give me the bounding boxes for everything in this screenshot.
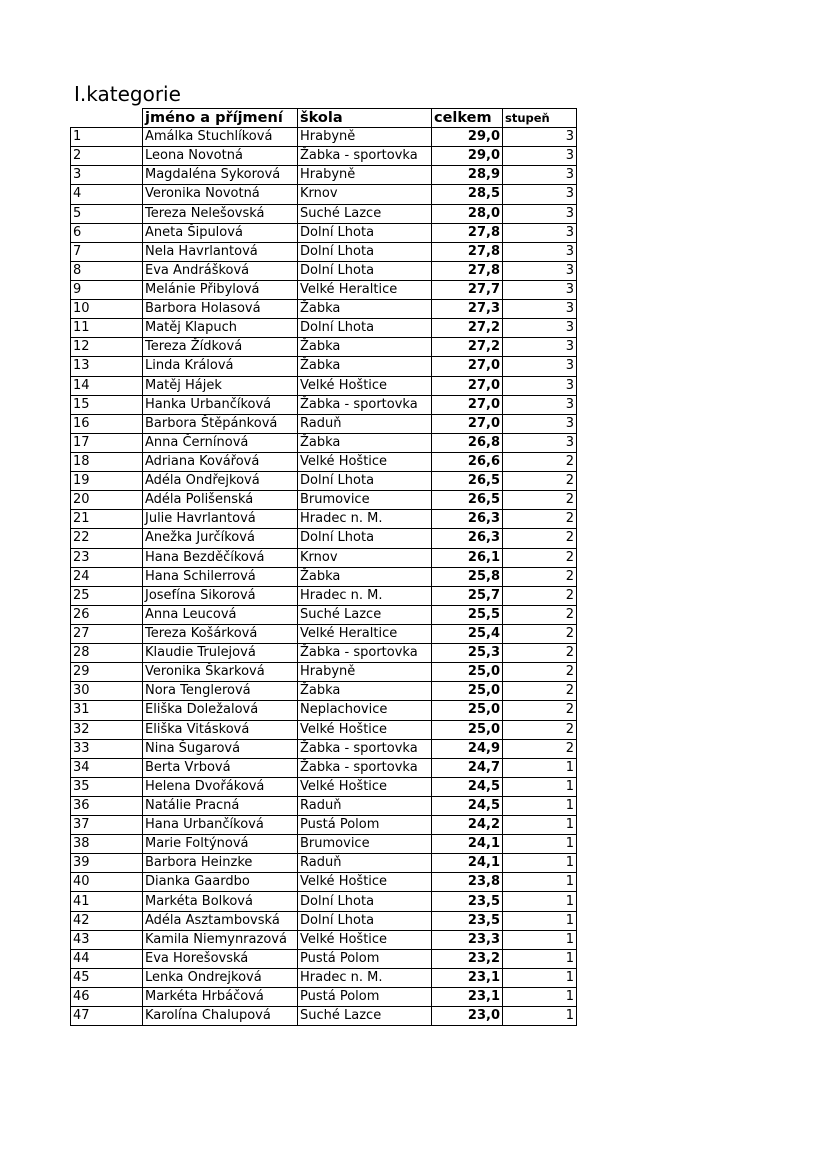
row-degree: 1	[503, 968, 577, 987]
row-school: Dolní Lhota	[298, 529, 432, 548]
table-row	[71, 949, 577, 968]
table-row	[71, 605, 577, 624]
row-name: Lenka Ondrejková	[143, 968, 298, 987]
row-total: 25,7	[432, 586, 503, 605]
row-name: Klaudie Trulejová	[143, 644, 298, 663]
row-school: Hrabyně	[298, 166, 432, 185]
row-name: Veronika Škarková	[143, 663, 298, 682]
row-degree: 1	[503, 1007, 577, 1026]
row-total: 23,1	[432, 988, 503, 1007]
row-name: Barbora Heinzke	[143, 854, 298, 873]
row-number: 26	[71, 605, 143, 624]
table-row	[71, 280, 577, 299]
row-total: 25,0	[432, 663, 503, 682]
row-name: Markéta Hrbáčová	[143, 988, 298, 1007]
row-name: Adéla Asztambovská	[143, 911, 298, 930]
row-total: 23,1	[432, 968, 503, 987]
row-number: 1	[71, 128, 143, 147]
row-name: Aneta Šipulová	[143, 223, 298, 242]
row-degree: 2	[503, 682, 577, 701]
row-school: Žabka - sportovka	[298, 644, 432, 663]
row-number: 38	[71, 835, 143, 854]
table-row	[71, 911, 577, 930]
row-number: 46	[71, 988, 143, 1007]
table-row	[71, 816, 577, 835]
row-number: 36	[71, 796, 143, 815]
row-degree: 2	[503, 472, 577, 491]
table-row	[71, 1007, 577, 1026]
row-school: Velké Hoštice	[298, 452, 432, 471]
row-total: 25,3	[432, 644, 503, 663]
row-school: Žabka	[298, 357, 432, 376]
row-number: 23	[71, 548, 143, 567]
row-name: Matěj Klapuch	[143, 319, 298, 338]
table-row	[71, 930, 577, 949]
table-row	[71, 147, 577, 166]
row-total: 26,5	[432, 491, 503, 510]
row-school: Hrabyně	[298, 128, 432, 147]
row-school: Dolní Lhota	[298, 892, 432, 911]
row-total: 26,1	[432, 548, 503, 567]
row-number: 15	[71, 395, 143, 414]
row-number: 3	[71, 166, 143, 185]
row-school: Dolní Lhota	[298, 223, 432, 242]
row-total: 27,3	[432, 300, 503, 319]
row-total: 24,5	[432, 777, 503, 796]
table-row	[71, 357, 577, 376]
row-school: Žabka	[298, 682, 432, 701]
row-number: 12	[71, 338, 143, 357]
table-row	[71, 319, 577, 338]
row-name: Nora Tenglerová	[143, 682, 298, 701]
row-degree: 3	[503, 147, 577, 166]
table-row	[71, 758, 577, 777]
row-degree: 1	[503, 873, 577, 892]
row-number: 10	[71, 300, 143, 319]
table-row	[71, 472, 577, 491]
row-number: 6	[71, 223, 143, 242]
row-total: 27,8	[432, 261, 503, 280]
table-row	[71, 548, 577, 567]
row-total: 29,0	[432, 128, 503, 147]
row-name: Eva Andrášková	[143, 261, 298, 280]
row-name: Josefína Sikorová	[143, 586, 298, 605]
row-name: Anna Leucová	[143, 605, 298, 624]
row-total: 24,9	[432, 739, 503, 758]
row-school: Velké Hoštice	[298, 720, 432, 739]
row-school: Krnov	[298, 548, 432, 567]
row-number: 30	[71, 682, 143, 701]
row-degree: 2	[503, 452, 577, 471]
row-number: 17	[71, 433, 143, 452]
row-number: 25	[71, 586, 143, 605]
row-name: Hana Schilerrová	[143, 567, 298, 586]
row-name: Karolína Chalupová	[143, 1007, 298, 1026]
table-row	[71, 720, 577, 739]
row-degree: 1	[503, 796, 577, 815]
row-school: Brumovice	[298, 491, 432, 510]
row-name: Melánie Přibylová	[143, 280, 298, 299]
row-degree: 1	[503, 854, 577, 873]
row-total: 28,5	[432, 185, 503, 204]
row-degree: 3	[503, 414, 577, 433]
row-name: Adriana Kovářová	[143, 452, 298, 471]
row-school: Suché Lazce	[298, 204, 432, 223]
row-school: Hradec n. M.	[298, 968, 432, 987]
row-total: 27,0	[432, 395, 503, 414]
row-name: Barbora Štěpánková	[143, 414, 298, 433]
table-row	[71, 988, 577, 1007]
row-degree: 3	[503, 280, 577, 299]
table-row	[71, 835, 577, 854]
row-degree: 2	[503, 720, 577, 739]
row-degree: 3	[503, 223, 577, 242]
table-row	[71, 204, 577, 223]
row-school: Žabka - sportovka	[298, 395, 432, 414]
row-number: 33	[71, 739, 143, 758]
row-total: 25,5	[432, 605, 503, 624]
header-total: celkem	[432, 109, 503, 128]
row-degree: 3	[503, 128, 577, 147]
table-row	[71, 873, 577, 892]
row-number: 16	[71, 414, 143, 433]
row-school: Brumovice	[298, 835, 432, 854]
row-school: Velké Heraltice	[298, 280, 432, 299]
row-degree: 1	[503, 835, 577, 854]
row-name: Adéla Ondřejková	[143, 472, 298, 491]
row-total: 25,0	[432, 682, 503, 701]
row-name: Julie Havrlantová	[143, 510, 298, 529]
table-row	[71, 586, 577, 605]
header-school: škola	[298, 109, 432, 128]
row-school: Pustá Polom	[298, 816, 432, 835]
row-total: 27,0	[432, 414, 503, 433]
row-name: Linda Králová	[143, 357, 298, 376]
row-name: Nina Šugarová	[143, 739, 298, 758]
row-total: 24,5	[432, 796, 503, 815]
row-degree: 2	[503, 586, 577, 605]
row-degree: 1	[503, 816, 577, 835]
row-number: 20	[71, 491, 143, 510]
row-total: 26,6	[432, 452, 503, 471]
row-number: 42	[71, 911, 143, 930]
row-degree: 2	[503, 529, 577, 548]
row-school: Velké Heraltice	[298, 624, 432, 643]
row-number: 13	[71, 357, 143, 376]
table-row	[71, 433, 577, 452]
row-school: Raduň	[298, 796, 432, 815]
table-row	[71, 739, 577, 758]
row-number: 22	[71, 529, 143, 548]
row-school: Pustá Polom	[298, 988, 432, 1007]
row-degree: 1	[503, 777, 577, 796]
row-degree: 3	[503, 395, 577, 414]
row-degree: 3	[503, 185, 577, 204]
table-row	[71, 261, 577, 280]
row-degree: 2	[503, 663, 577, 682]
table-row	[71, 701, 577, 720]
row-number: 28	[71, 644, 143, 663]
row-total: 27,8	[432, 242, 503, 261]
row-name: Amálka Stuchlíková	[143, 128, 298, 147]
row-name: Tereza Košárková	[143, 624, 298, 643]
row-name: Eliška Vitásková	[143, 720, 298, 739]
row-school: Raduň	[298, 854, 432, 873]
row-number: 37	[71, 816, 143, 835]
row-name: Leona Novotná	[143, 147, 298, 166]
row-number: 44	[71, 949, 143, 968]
table-row	[71, 529, 577, 548]
row-degree: 2	[503, 739, 577, 758]
row-school: Dolní Lhota	[298, 242, 432, 261]
table-row	[71, 644, 577, 663]
row-name: Anežka Jurčíková	[143, 529, 298, 548]
row-degree: 3	[503, 261, 577, 280]
table-row	[71, 510, 577, 529]
table-row	[71, 777, 577, 796]
row-name: Helena Dvořáková	[143, 777, 298, 796]
table-row	[71, 376, 577, 395]
row-number: 19	[71, 472, 143, 491]
table-row	[71, 128, 577, 147]
row-degree: 1	[503, 758, 577, 777]
row-number: 27	[71, 624, 143, 643]
row-school: Velké Hoštice	[298, 873, 432, 892]
row-total: 29,0	[432, 147, 503, 166]
row-number: 34	[71, 758, 143, 777]
row-name: Nela Havrlantová	[143, 242, 298, 261]
row-name: Marie Foltýnová	[143, 835, 298, 854]
row-name: Natálie Pracná	[143, 796, 298, 815]
row-total: 25,8	[432, 567, 503, 586]
table-row	[71, 491, 577, 510]
row-total: 23,5	[432, 911, 503, 930]
row-total: 26,8	[432, 433, 503, 452]
row-name: Barbora Holasová	[143, 300, 298, 319]
row-school: Velké Hoštice	[298, 777, 432, 796]
row-name: Dianka Gaardbo	[143, 873, 298, 892]
row-degree: 1	[503, 930, 577, 949]
row-degree: 2	[503, 567, 577, 586]
row-degree: 3	[503, 376, 577, 395]
row-school: Žabka - sportovka	[298, 147, 432, 166]
row-degree: 2	[503, 644, 577, 663]
row-number: 47	[71, 1007, 143, 1026]
row-school: Suché Lazce	[298, 605, 432, 624]
row-total: 27,7	[432, 280, 503, 299]
row-school: Žabka	[298, 338, 432, 357]
table-row	[71, 567, 577, 586]
row-school: Žabka	[298, 433, 432, 452]
row-school: Dolní Lhota	[298, 911, 432, 930]
row-number: 45	[71, 968, 143, 987]
row-total: 27,8	[432, 223, 503, 242]
table-row	[71, 242, 577, 261]
row-name: Anna Černínová	[143, 433, 298, 452]
row-school: Krnov	[298, 185, 432, 204]
row-school: Dolní Lhota	[298, 472, 432, 491]
row-number: 14	[71, 376, 143, 395]
row-total: 28,9	[432, 166, 503, 185]
row-school: Dolní Lhota	[298, 319, 432, 338]
row-total: 24,1	[432, 854, 503, 873]
table-row	[71, 663, 577, 682]
row-number: 5	[71, 204, 143, 223]
row-total: 23,8	[432, 873, 503, 892]
table-row	[71, 395, 577, 414]
row-number: 35	[71, 777, 143, 796]
row-total: 23,5	[432, 892, 503, 911]
row-total: 23,2	[432, 949, 503, 968]
row-degree: 2	[503, 510, 577, 529]
row-number: 7	[71, 242, 143, 261]
table-header-row	[71, 109, 577, 128]
row-total: 27,2	[432, 319, 503, 338]
row-number: 21	[71, 510, 143, 529]
row-degree: 3	[503, 300, 577, 319]
row-total: 28,0	[432, 204, 503, 223]
row-total: 25,0	[432, 701, 503, 720]
row-degree: 2	[503, 548, 577, 567]
table-row	[71, 338, 577, 357]
table-row	[71, 414, 577, 433]
table-row	[71, 968, 577, 987]
table-row	[71, 624, 577, 643]
row-degree: 3	[503, 357, 577, 376]
page-title: I.kategorie	[74, 82, 181, 106]
row-total: 25,4	[432, 624, 503, 643]
row-number: 24	[71, 567, 143, 586]
table-row	[71, 452, 577, 471]
row-degree: 1	[503, 988, 577, 1007]
table-row	[71, 892, 577, 911]
row-total: 27,0	[432, 357, 503, 376]
row-school: Žabka	[298, 567, 432, 586]
row-name: Matěj Hájek	[143, 376, 298, 395]
row-name: Kamila Niemynrazová	[143, 930, 298, 949]
row-total: 24,1	[432, 835, 503, 854]
row-degree: 3	[503, 319, 577, 338]
row-total: 23,0	[432, 1007, 503, 1026]
row-number: 32	[71, 720, 143, 739]
row-name: Tereza Žídková	[143, 338, 298, 357]
row-number: 2	[71, 147, 143, 166]
row-total: 26,5	[432, 472, 503, 491]
row-name: Hana Bezděčíková	[143, 548, 298, 567]
row-school: Raduň	[298, 414, 432, 433]
row-total: 25,0	[432, 720, 503, 739]
row-name: Eliška Doležalová	[143, 701, 298, 720]
results-table	[70, 108, 577, 1026]
row-name: Eva Horešovská	[143, 949, 298, 968]
row-number: 4	[71, 185, 143, 204]
row-school: Žabka - sportovka	[298, 758, 432, 777]
row-degree: 3	[503, 338, 577, 357]
row-number: 11	[71, 319, 143, 338]
table-row	[71, 854, 577, 873]
row-name: Hana Urbančíková	[143, 816, 298, 835]
row-school: Žabka	[298, 300, 432, 319]
row-total: 26,3	[432, 510, 503, 529]
header-no	[71, 109, 143, 128]
row-name: Markéta Bolková	[143, 892, 298, 911]
table-row	[71, 300, 577, 319]
row-total: 27,0	[432, 376, 503, 395]
table-row	[71, 796, 577, 815]
row-name: Berta Vrbová	[143, 758, 298, 777]
table-row	[71, 223, 577, 242]
header-degree: stupeň	[503, 109, 577, 128]
row-school: Hrabyně	[298, 663, 432, 682]
row-degree: 2	[503, 605, 577, 624]
row-degree: 2	[503, 624, 577, 643]
row-number: 39	[71, 854, 143, 873]
row-school: Hradec n. M.	[298, 586, 432, 605]
row-degree: 3	[503, 204, 577, 223]
row-degree: 2	[503, 491, 577, 510]
table-row	[71, 166, 577, 185]
row-degree: 3	[503, 166, 577, 185]
row-name: Adéla Polišenská	[143, 491, 298, 510]
row-number: 29	[71, 663, 143, 682]
row-number: 31	[71, 701, 143, 720]
row-name: Magdaléna Sykorová	[143, 166, 298, 185]
row-degree: 3	[503, 433, 577, 452]
row-total: 26,3	[432, 529, 503, 548]
row-degree: 1	[503, 949, 577, 968]
row-total: 24,2	[432, 816, 503, 835]
row-name: Hanka Urbančíková	[143, 395, 298, 414]
row-degree: 3	[503, 242, 577, 261]
row-total: 23,3	[432, 930, 503, 949]
table-row	[71, 682, 577, 701]
row-total: 27,2	[432, 338, 503, 357]
row-number: 41	[71, 892, 143, 911]
row-number: 18	[71, 452, 143, 471]
row-school: Dolní Lhota	[298, 261, 432, 280]
table-row	[71, 185, 577, 204]
row-school: Hradec n. M.	[298, 510, 432, 529]
row-school: Neplachovice	[298, 701, 432, 720]
row-school: Suché Lazce	[298, 1007, 432, 1026]
row-degree: 1	[503, 911, 577, 930]
row-name: Veronika Novotná	[143, 185, 298, 204]
row-number: 43	[71, 930, 143, 949]
row-school: Velké Hoštice	[298, 930, 432, 949]
row-degree: 1	[503, 892, 577, 911]
row-degree: 2	[503, 701, 577, 720]
row-number: 40	[71, 873, 143, 892]
row-number: 9	[71, 280, 143, 299]
header-name: jméno a příjmení	[143, 109, 298, 128]
row-school: Velké Hoštice	[298, 376, 432, 395]
row-number: 8	[71, 261, 143, 280]
row-name: Tereza Nelešovská	[143, 204, 298, 223]
row-school: Pustá Polom	[298, 949, 432, 968]
row-school: Žabka - sportovka	[298, 739, 432, 758]
row-total: 24,7	[432, 758, 503, 777]
